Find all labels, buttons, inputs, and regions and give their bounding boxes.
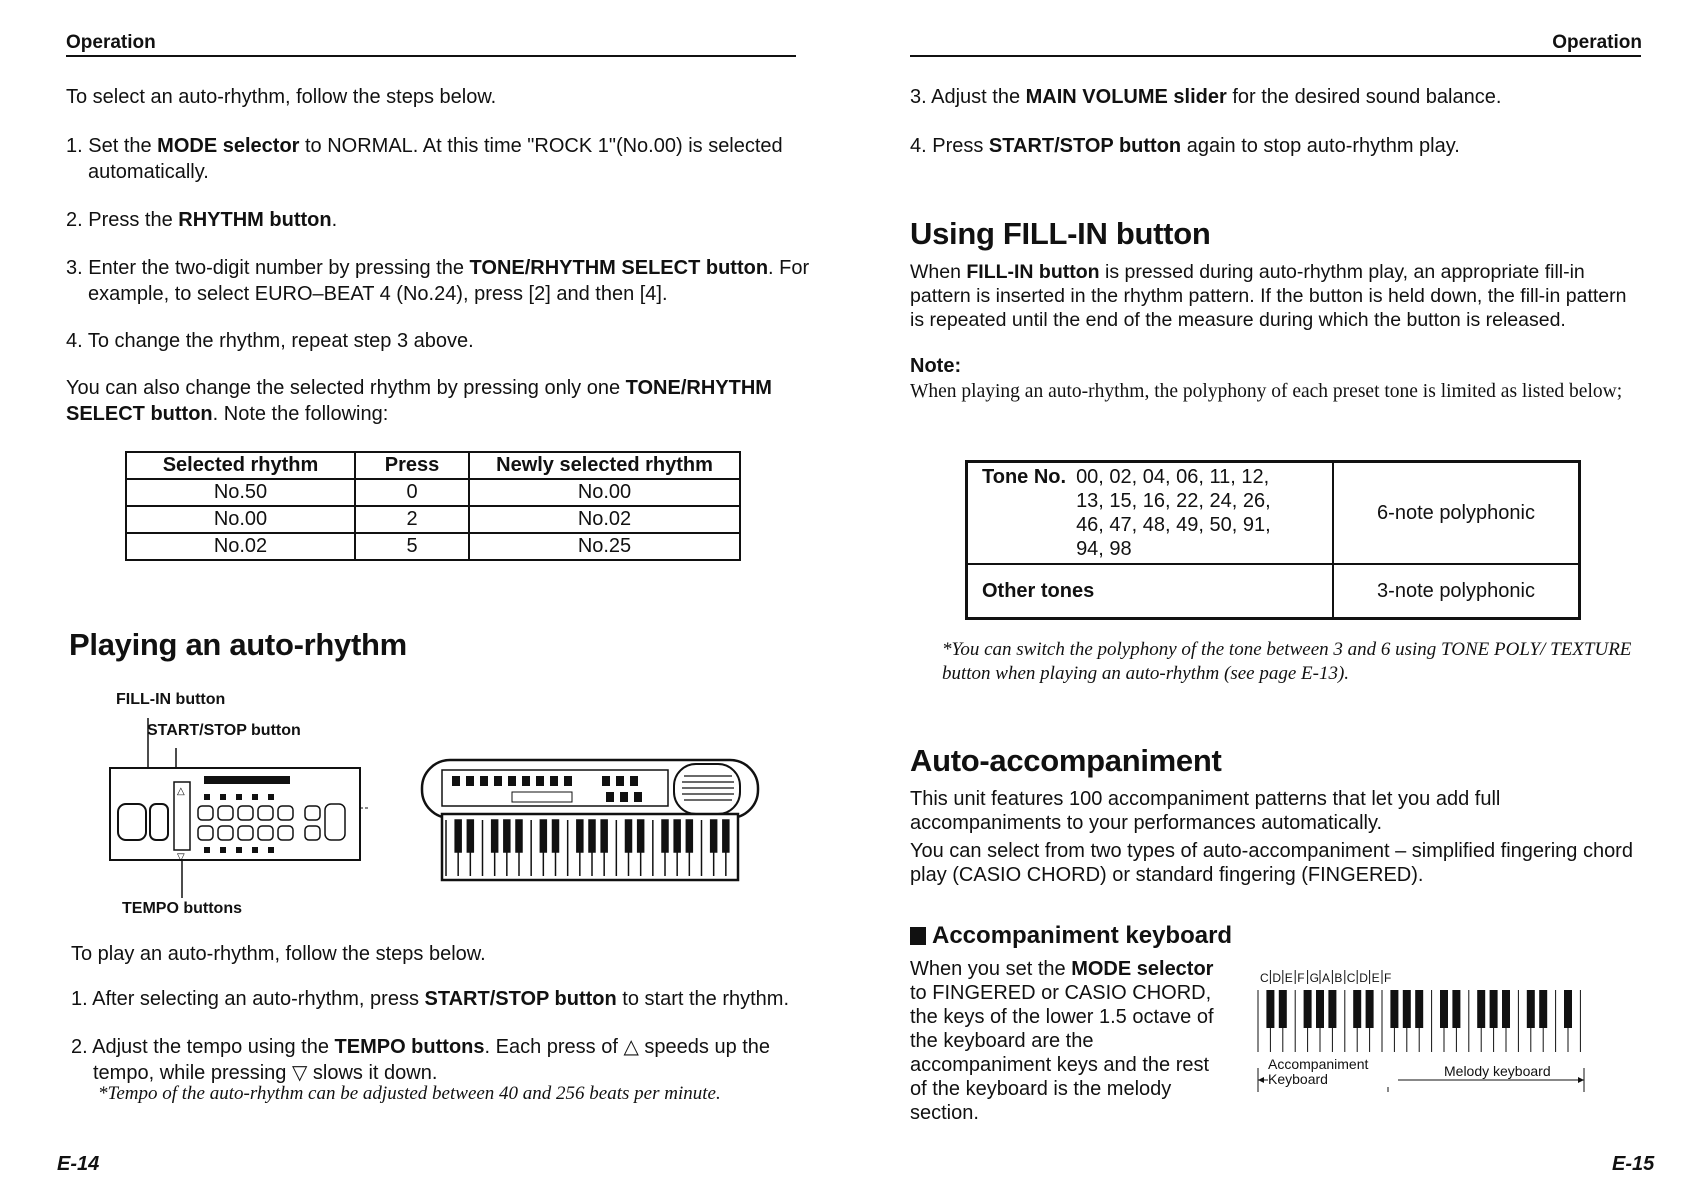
step-2: 2. Press the RHYTHM button. <box>66 209 338 231</box>
table-cell: No.25 <box>469 533 740 560</box>
note-letter: F <box>1384 971 1392 985</box>
table-header-row <box>126 452 740 479</box>
fill-in-text: When FILL-IN button is pressed during auto-rhythm play, an appropriate fill-in pattern is inserted in the rhythm pattern. If the button is held down, the fill-in pattern is repeated until the end of the measure during which the button is released. <box>910 261 1627 331</box>
table-cell <box>967 462 1334 565</box>
fill-in-title: Using FILL-IN button <box>910 216 1211 251</box>
table-cell: 2 <box>355 506 469 533</box>
acc-text-2: You can select from two types of auto-accompaniment – simplified fingering chord play (CASIO CHORD) or standard fingering (FINGERED). <box>910 840 1633 886</box>
intro-text: To select an auto-rhythm, follow the steps below. <box>66 86 497 108</box>
step-1: 1. Set the MODE selector to NORMAL. At this time "ROCK 1"(No.00) is selected automatically. <box>66 135 783 183</box>
note-letter: C <box>1260 971 1269 985</box>
table-row <box>126 506 740 533</box>
svg-text:△: △ <box>177 786 185 797</box>
step-3: 3. Enter the two-digit number by pressing the TONE/RHYTHM SELECT button. For example, to select EURO–BEAT 4 (No.24), press [2] and then [4]. <box>66 257 810 305</box>
table-row <box>967 462 1580 565</box>
step-4: 4. To change the rhythm, repeat step 3 above. <box>66 330 474 352</box>
note-letter: F <box>1297 971 1305 985</box>
table-cell: No.00 <box>126 506 355 533</box>
polyphony-note: *You can switch the polyphony of the tone between 3 and 6 using TONE POLY/ TEXTURE button when playing an auto-rhythm (see page E-13). <box>942 639 1632 684</box>
note-letter: D <box>1272 971 1282 985</box>
note-text: When playing an auto-rhythm, the polyphony of each preset tone is limited as listed below; <box>910 381 1623 402</box>
note-letter: B <box>1334 971 1343 985</box>
control-panel-illustration <box>100 710 370 900</box>
note-letter: E <box>1371 971 1380 985</box>
play-step-2: 2. Adjust the tempo using the TEMPO buttons. Each press of △ speeds up the tempo, while pressing ▽ slows it down. <box>71 1036 771 1084</box>
fill-in-label: FILL-IN button <box>116 691 226 708</box>
page-header: Operation <box>66 32 156 53</box>
header-rule <box>66 55 796 57</box>
section-title: Playing an auto-rhythm <box>69 627 407 662</box>
play-intro: To play an auto-rhythm, follow the steps below. <box>71 943 486 965</box>
table-cell: Other tones <box>967 564 1334 619</box>
kb-text: When you set the MODE selector to FINGERED or CASIO CHORD, the keys of the lower 1.5 octave of the keyboard are the accompaniment keys and the rest of the keyboard is the melody section. <box>910 958 1214 1124</box>
note-letter: C <box>1346 971 1356 985</box>
page-header: Operation <box>1552 32 1642 53</box>
table-cell: No.02 <box>469 506 740 533</box>
start-stop-label: START/STOP button <box>147 722 301 739</box>
table-row <box>967 564 1580 619</box>
tone-no-label: Tone No. <box>982 466 1067 488</box>
acc-text-1: This unit features 100 accompaniment patterns that let you add full accompaniments to your performances automatically. <box>910 788 1501 834</box>
table-row <box>126 479 740 506</box>
step-4: 4. Press START/STOP button again to stop auto-rhythm play. <box>910 135 1460 157</box>
table-cell: 6-note polyphonic <box>1333 462 1580 565</box>
table-header: Newly selected rhythm <box>469 452 740 479</box>
note-label: Note: <box>910 355 962 377</box>
right-page <box>846 0 1692 1188</box>
kb-title: Accompaniment keyboard <box>910 922 1232 950</box>
note-letter: A <box>1322 971 1331 985</box>
accompaniment-keyboard-label: Accompaniment Keyboard <box>1268 1057 1398 1087</box>
tone-list: 00, 02, 04, 06, 11, 12, 13, 15, 16, 22, 24, 26, 46, 47, 48, 49, 50, 91, 94, 98 <box>1076 466 1271 560</box>
square-bullet-icon <box>910 927 926 945</box>
rhythm-table <box>125 451 741 561</box>
table-cell: No.02 <box>126 533 355 560</box>
svg-text:▽: ▽ <box>177 852 185 863</box>
step-3: 3. Adjust the MAIN VOLUME slider for the desired sound balance. <box>910 86 1502 108</box>
header-rule <box>910 55 1641 57</box>
table-cell: 5 <box>355 533 469 560</box>
auto-accompaniment-title: Auto-accompaniment <box>910 743 1222 778</box>
melody-keyboard-label: Melody keyboard <box>1444 1063 1551 1079</box>
page-number: E-15 <box>1612 1153 1655 1175</box>
table-cell: No.00 <box>469 479 740 506</box>
table-header: Press <box>355 452 469 479</box>
note-letter: E <box>1284 971 1293 985</box>
keyboard-illustration <box>416 748 764 888</box>
table-cell: 3-note polyphonic <box>1333 564 1580 619</box>
play-step-1: 1. After selecting an auto-rhythm, press START/STOP button to start the rhythm. <box>71 988 790 1010</box>
change-text: You can also change the selected rhythm by pressing only one TONE/RHYTHM SELECT button. Note the following: <box>66 377 772 425</box>
table-cell: 0 <box>355 479 469 506</box>
table-header: Selected rhythm <box>126 452 355 479</box>
tempo-note: *Tempo of the auto-rhythm can be adjusted between 40 and 256 beats per minute. <box>98 1083 721 1104</box>
polyphony-table <box>965 460 1581 620</box>
page-number: E-14 <box>57 1153 100 1175</box>
note-letter: D <box>1359 971 1368 985</box>
note-letter: G <box>1309 971 1319 985</box>
table-row <box>126 533 740 560</box>
tempo-label: TEMPO buttons <box>122 900 242 917</box>
table-cell: No.50 <box>126 479 355 506</box>
